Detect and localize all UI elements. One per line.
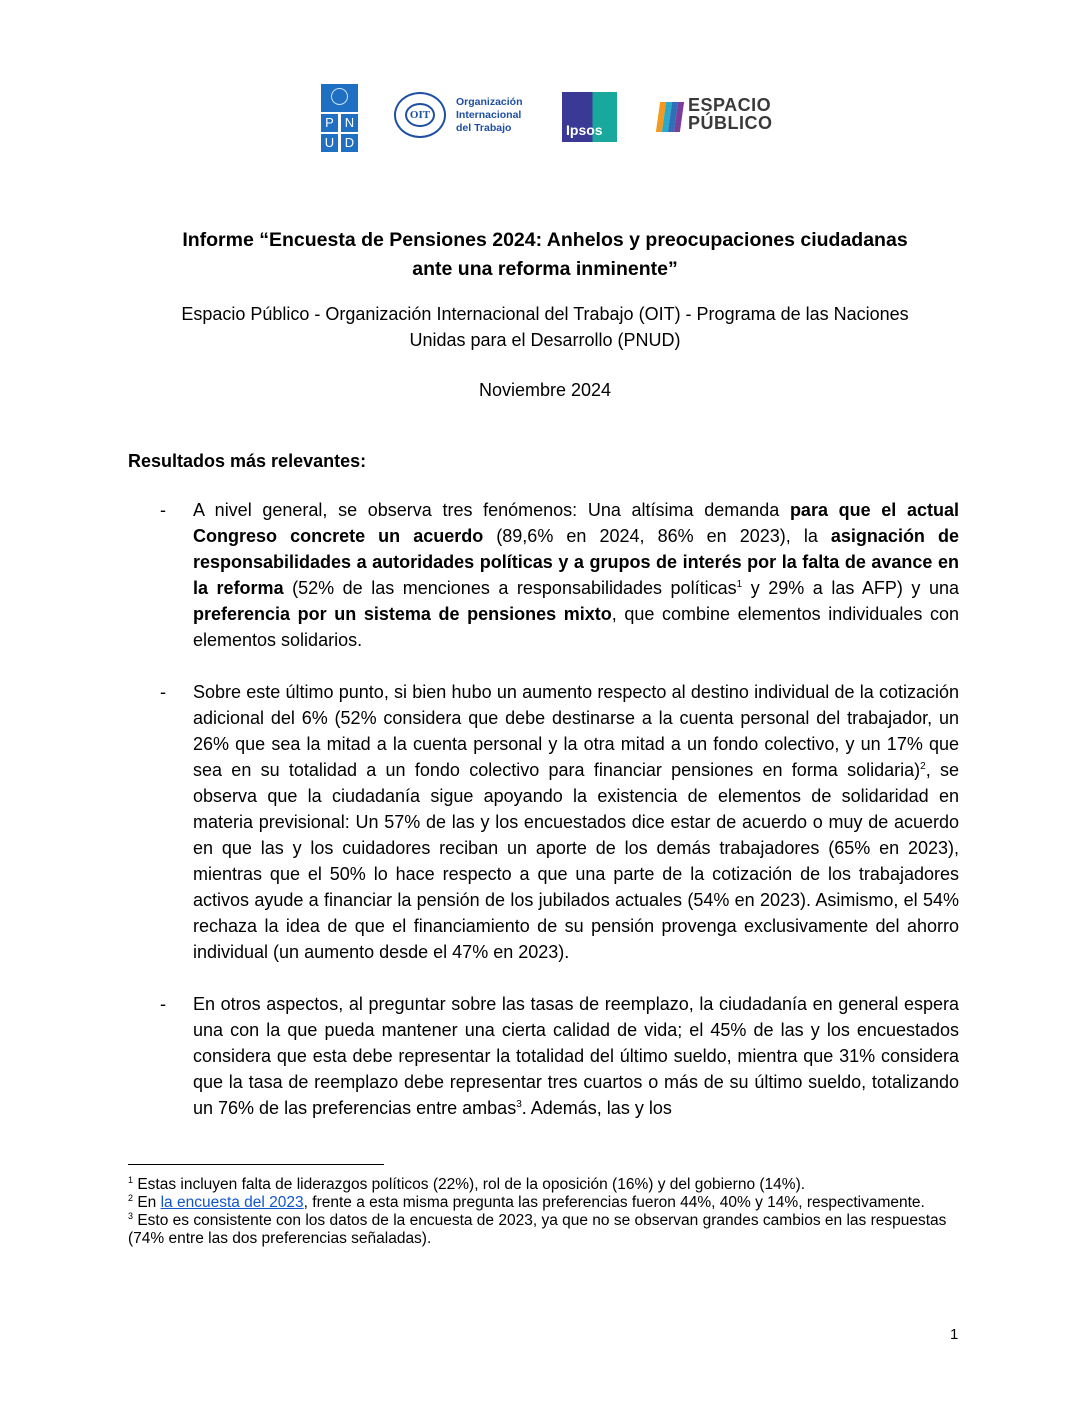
pnud-letter: N — [341, 114, 358, 132]
un-emblem-icon — [321, 84, 358, 112]
survey-2023-link[interactable]: la encuesta del 2023 — [160, 1194, 304, 1211]
partner-logos — [0, 84, 1088, 154]
footnote-1: $^1$ Estas incluyen falta de liderazgos políticos (22%), rol de la oposición (16%) y del gobierno (14%). — [128, 1174, 806, 1193]
oit-name: Organización Internacional del Trabajo — [456, 96, 523, 134]
footnote-ref[interactable]: 3 — [516, 1099, 522, 1110]
espacio-publico-logo — [658, 96, 778, 136]
list-item: - Sobre este último punto, si bien hubo un aumento respecto al destino individual de la cotización adicional del 6% (52% considera que debe destinarse a la cuenta personal del trabajador, un 26% que sea la mitad a la cuenta personal y la otra mitad a un fondo colectivo, y un 17% que sea en su totalidad a un fondo colectivo para financiar pensiones en forma solidaria)$^2$, se observa que la ciudadanía sigue apoyando la existencia de elementos de solidaridad en materia previsional: Un 57% de las y los encuestados dice estar de acuerdo o muy de acuerdo en que las y los cuidadores reciban un aporte de los demás trabajadores (65% en 2023), mientras que el 50% lo hace respecto a que una parte de la cotización de los trabajadores activos ayude a financiar la pensión de los jubilados actuales (54% en 2023). Asimismo, el 54% rechaza la idea de que el financiamiento de su pensión provenga exclusivamente del ahorro individual (un aumento desde el 47% en 2023). — [128, 679, 959, 965]
footnote-3: $^3$ Esto es consistente con los datos de la encuesta de 2023, ya que no se observan grandes cambios en las respuestas (74% entre las dos preferencias señaladas). — [128, 1210, 947, 1247]
section-heading: Resultados más relevantes: — [128, 451, 367, 471]
document-subtitle: Espacio Público - Organización Internacional del Trabajo (OIT) - Programa de las Naciones Unidas para el Desarrollo (PNUD) — [181, 304, 909, 350]
footnote-ref[interactable]: 2 — [920, 761, 926, 772]
ipsos-logo: Ipsos — [562, 92, 617, 142]
bullet-dash: - — [160, 682, 166, 702]
bullet-dash: - — [160, 994, 166, 1014]
pnud-letter: U — [321, 134, 338, 152]
footnote-ref[interactable]: 1 — [736, 579, 743, 590]
pnud-logo — [321, 84, 358, 151]
oit-seal-icon: OIT — [394, 92, 446, 138]
footnote-2: $^2$ En la encuesta del 2023, frente a esta misma pregunta las preferencias fueron 44%, 40% y 14%, respectivamente. — [128, 1192, 925, 1211]
list-item: - A nivel general, se observa tres fenómenos: Una altísima demanda para que el actual Congreso concrete un acuerdo (89,6% en 2024, 86% en 2023), la asignación de responsabilidades a autoridades políticas y a grupos de interés por la falta de avance en la reforma (52% de las menciones a responsabilidades políticas$^1$ y 29% a las AFP) y una preferencia por un sistema de pensiones mixto, que combine elementos individuales con elementos solidarios. — [128, 497, 959, 653]
document-date: Noviembre 2024 — [478, 380, 612, 400]
footnotes — [128, 1176, 959, 1248]
footnote-separator — [128, 1164, 384, 1165]
document-title: Informe “Encuesta de Pensiones 2024: Anhelos y preocupaciones ciudadanas ante una reforma inminente” — [182, 229, 908, 280]
bullet-dash: - — [160, 500, 166, 520]
results-list — [128, 497, 959, 1147]
people-bars-icon — [658, 98, 684, 132]
oit-logo — [394, 90, 534, 140]
page-number: 1 — [950, 1326, 959, 1343]
pnud-letter: P — [321, 114, 338, 132]
list-item: - En otros aspectos, al preguntar sobre las tasas de reemplazo, la ciudadanía en general espera una con la que pueda mantener una cierta calidad de vida; el 45% de las y los encuestados considera que esta debe representar la totalidad del último sueldo, mientra que 31% considera que la tasa de reemplazo debe representar tres cuartos o más de su último sueldo, totalizando un 76% de las preferencias entre ambas$^3$. Además, las y los — [128, 991, 959, 1121]
pnud-letter: D — [341, 134, 358, 152]
espacio-publico-wordmark: ESPACIO PÚBLICO — [688, 95, 773, 133]
